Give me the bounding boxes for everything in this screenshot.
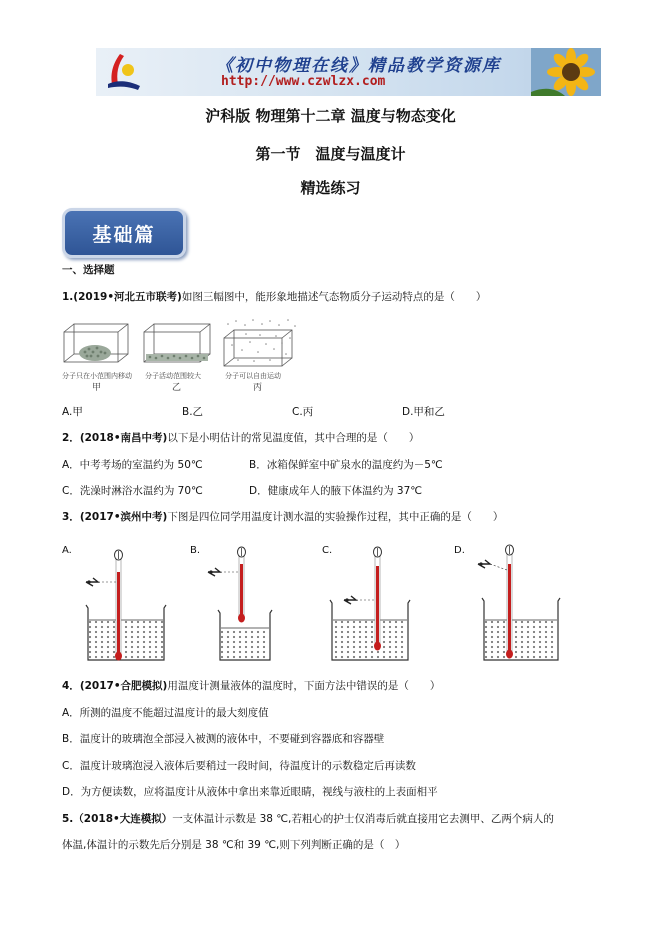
option-a[interactable]: A．所测的温度不能超过温度计的最大刻度值	[62, 707, 269, 719]
panel-label-d: D.	[454, 545, 465, 556]
question-source: (2018•南昌中考)	[79, 432, 168, 444]
option-c[interactable]: C．洗澡时淋浴水温约为 70℃	[62, 485, 203, 497]
box-gas	[224, 330, 292, 366]
option-b[interactable]: B.乙	[182, 406, 204, 418]
section-title: 第一节 温度与温度计	[255, 145, 406, 163]
figure-caption-2: 分子活动范围较大	[145, 372, 201, 380]
figure-label-3: 丙	[253, 383, 263, 393]
question-source: （2018•大连模拟）	[73, 813, 173, 825]
option-d[interactable]: D．健康成年人的腋下体温约为 37℃	[249, 485, 423, 497]
option-c[interactable]: C．温度计玻璃泡浸入液体后要稍过一段时间，待温度计的示数稳定后再读数	[62, 760, 416, 772]
header-banner	[96, 48, 601, 96]
question-source: (2017•合肥模拟)	[79, 680, 168, 692]
panel-d	[478, 545, 560, 660]
banner-title: 《初中物理在线》精品教学资源库	[216, 56, 501, 76]
question-stem: 以下是小明估计的常见温度值，其中合理的是（ ）	[167, 432, 420, 444]
level-badge	[62, 208, 186, 258]
practice-title: 精选练习	[300, 179, 361, 197]
question-source: (2017•滨州中考)	[79, 511, 168, 523]
banner-url[interactable]: http://www.czwlzx.com	[221, 74, 386, 89]
question-number: 4．	[62, 680, 80, 692]
sunflower-icon	[531, 48, 601, 96]
figure-label-2: 乙	[172, 383, 182, 393]
question-stem: 如图三幅图中，能形象地描述气态物质分子运动特点的是（ ）	[181, 291, 487, 303]
option-d[interactable]: D.甲和乙	[402, 406, 445, 418]
question-2	[62, 431, 419, 445]
panel-label-a: A.	[62, 545, 72, 556]
panel-c	[330, 547, 410, 660]
figure-caption-1: 分子只在小范围内移动	[62, 372, 132, 380]
question-stem: 用温度计测量液体的温度时，下面方法中错误的是（ ）	[167, 680, 441, 692]
question-source: (2019•河北五市联考)	[73, 291, 182, 303]
badge-label: 基础篇	[92, 223, 156, 246]
option-b[interactable]: B．温度计的玻璃泡全部浸入被测的液体中，不要碰到容器底和容器壁	[62, 733, 385, 745]
site-logo-icon	[100, 50, 144, 94]
question-5	[62, 812, 554, 826]
panel-a	[86, 550, 166, 661]
panel-label-c: C.	[322, 545, 333, 556]
question-stem: 下图是四位同学用温度计测水温的实验操作过程，其中正确的是（ ）	[167, 511, 504, 523]
option-c[interactable]: C.丙	[292, 406, 314, 418]
question-number: 3．	[62, 511, 80, 523]
panel-b	[208, 547, 272, 660]
part-heading: 一、选择题	[62, 264, 115, 276]
thermometer-diagram	[58, 540, 578, 665]
panel-label-b: B.	[190, 545, 201, 556]
option-a[interactable]: A.甲	[62, 406, 83, 418]
question-3	[62, 510, 503, 524]
option-a[interactable]: A．中考考场的室温约为 50℃	[62, 459, 203, 471]
figure-label-1: 甲	[92, 383, 102, 393]
page-title: 沪科版 物理第十二章 温度与物态变化	[205, 107, 456, 125]
figure-caption-3: 分子可以自由运动	[225, 372, 281, 380]
question-stem-line-1: 一支体温计示数是 38 ℃,若粗心的护士仅消毒后就直接用它去测甲、乙两个病人的	[172, 813, 554, 825]
question-1	[62, 290, 486, 304]
question-number: 2．	[62, 432, 80, 444]
question-4	[62, 679, 440, 693]
question-number: 5.	[62, 813, 74, 825]
option-d[interactable]: D．为方便读数，应将温度计从液体中拿出来靠近眼睛，视线与液柱的上表面相平	[62, 786, 438, 798]
question-number: 1.	[62, 291, 74, 303]
question-stem-line-2: 体温,体温计的示数先后分别是 38 ℃和 39 ℃,则下列判断正确的是（ ）	[62, 839, 406, 851]
option-b[interactable]: B．冰箱保鲜室中矿泉水的温度约为－5℃	[249, 459, 443, 471]
